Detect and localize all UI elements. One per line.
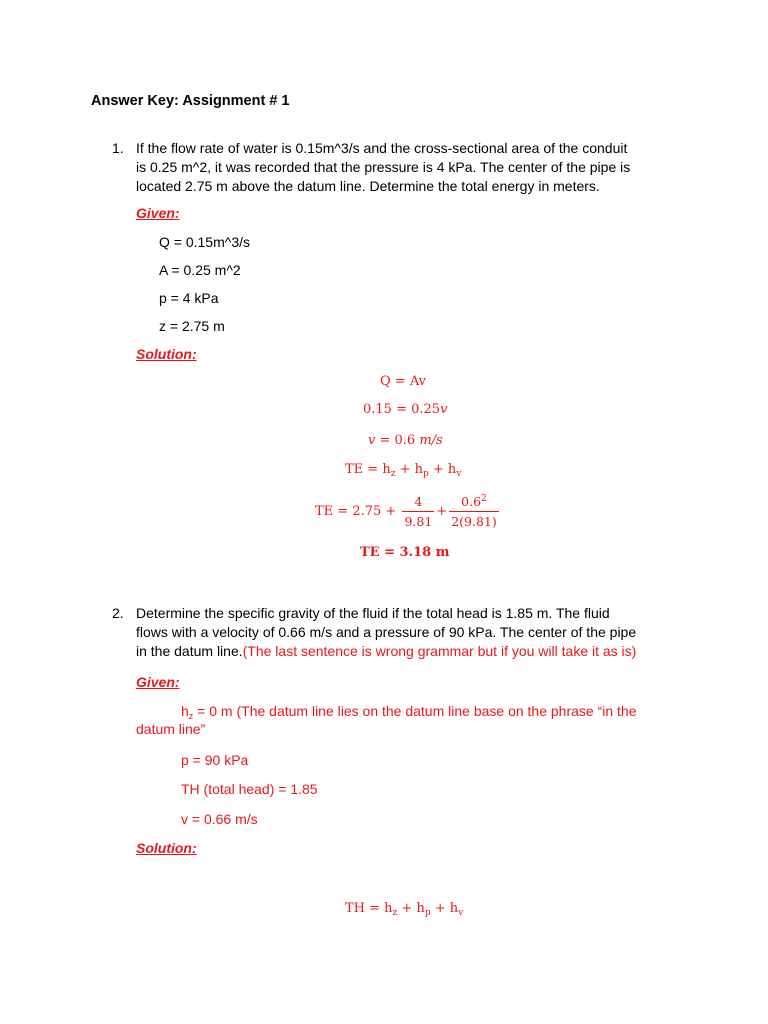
q1-given-label: Given: — [136, 205, 180, 221]
q2-eq-total-head: TH = $h_z + h_p + h_v$ — [345, 901, 464, 918]
q2-given-label: Given: — [136, 674, 180, 690]
q1-number: 1. — [112, 140, 124, 156]
q2-given-datum: $h_z = 0$ m (The datum line lies on the datum line base on the phrase “in the — [181, 703, 637, 721]
q2-line-3: in the datum line.(The last sentence is wrong grammar but if you will take it as is) — [136, 643, 637, 659]
q1-frac-velocity-head: $\frac{0.6^2}{2(9.81)}$ — [451, 494, 497, 530]
page-title: Answer Key: Assignment # 1 — [91, 93, 290, 109]
q2-solution-label: Solution: — [136, 840, 197, 856]
q2-grammar-note: (The last sentence is wrong grammar but if you will take it as is) — [242, 643, 637, 659]
q1-given-area: A = 0.25 m^2 — [159, 262, 241, 278]
q2-given-datum-cont: datum line” — [136, 721, 206, 737]
q2-number: 2. — [112, 605, 124, 621]
q2-given-pressure: p = 90 kPa — [181, 752, 249, 768]
q1-eq-velocity: v = 0.6 m/s — [368, 433, 443, 448]
q1-eq-total-energy: TE = $h_z + h_p + h_v$ — [345, 462, 462, 479]
q1-line-1: If the flow rate of water is 0.15m^3/s and the cross-sectional area of the conduit — [136, 140, 628, 156]
q1-given-pressure: p = 4 kPa — [159, 290, 219, 306]
q1-given-elevation: z = 2.75 m — [159, 318, 225, 334]
q1-eq-substituted: TE = 2.75 + $\frac{4}{9.81}$ + $\frac{0.6^2}{2(9.81)}$ — [315, 494, 497, 530]
q1-line-2: is 0.25 m^2, it was recorded that the pressure is 4 kPa. The center of the pipe is — [136, 159, 631, 175]
q2-line-2: flows with a velocity of 0.66 m/s and a pressure of 90 kPa. The center of the pipe — [136, 624, 637, 640]
q1-line-3: located 2.75 m above the datum line. Determine the total energy in meters. — [136, 178, 600, 194]
q1-frac-pressure-head: $\frac{4}{9.81}$ — [404, 494, 433, 530]
q2-line-1: Determine the specific gravity of the fluid if the total head is 1.85 m. The fluid — [136, 605, 610, 621]
q2-given-velocity: v = 0.66 m/s — [181, 811, 258, 827]
q1-answer: TE = 3.18 m — [360, 545, 450, 560]
q2-given-total-head: TH (total head) = 1.85 — [181, 781, 318, 797]
q1-eq-substitution: 0.15 = 0.25v — [363, 402, 448, 417]
q1-eq-continuity: Q = Av — [380, 374, 427, 389]
q1-solution-label: Solution: — [136, 346, 197, 362]
q1-given-flow: Q = 0.15m^3/s — [159, 234, 250, 250]
